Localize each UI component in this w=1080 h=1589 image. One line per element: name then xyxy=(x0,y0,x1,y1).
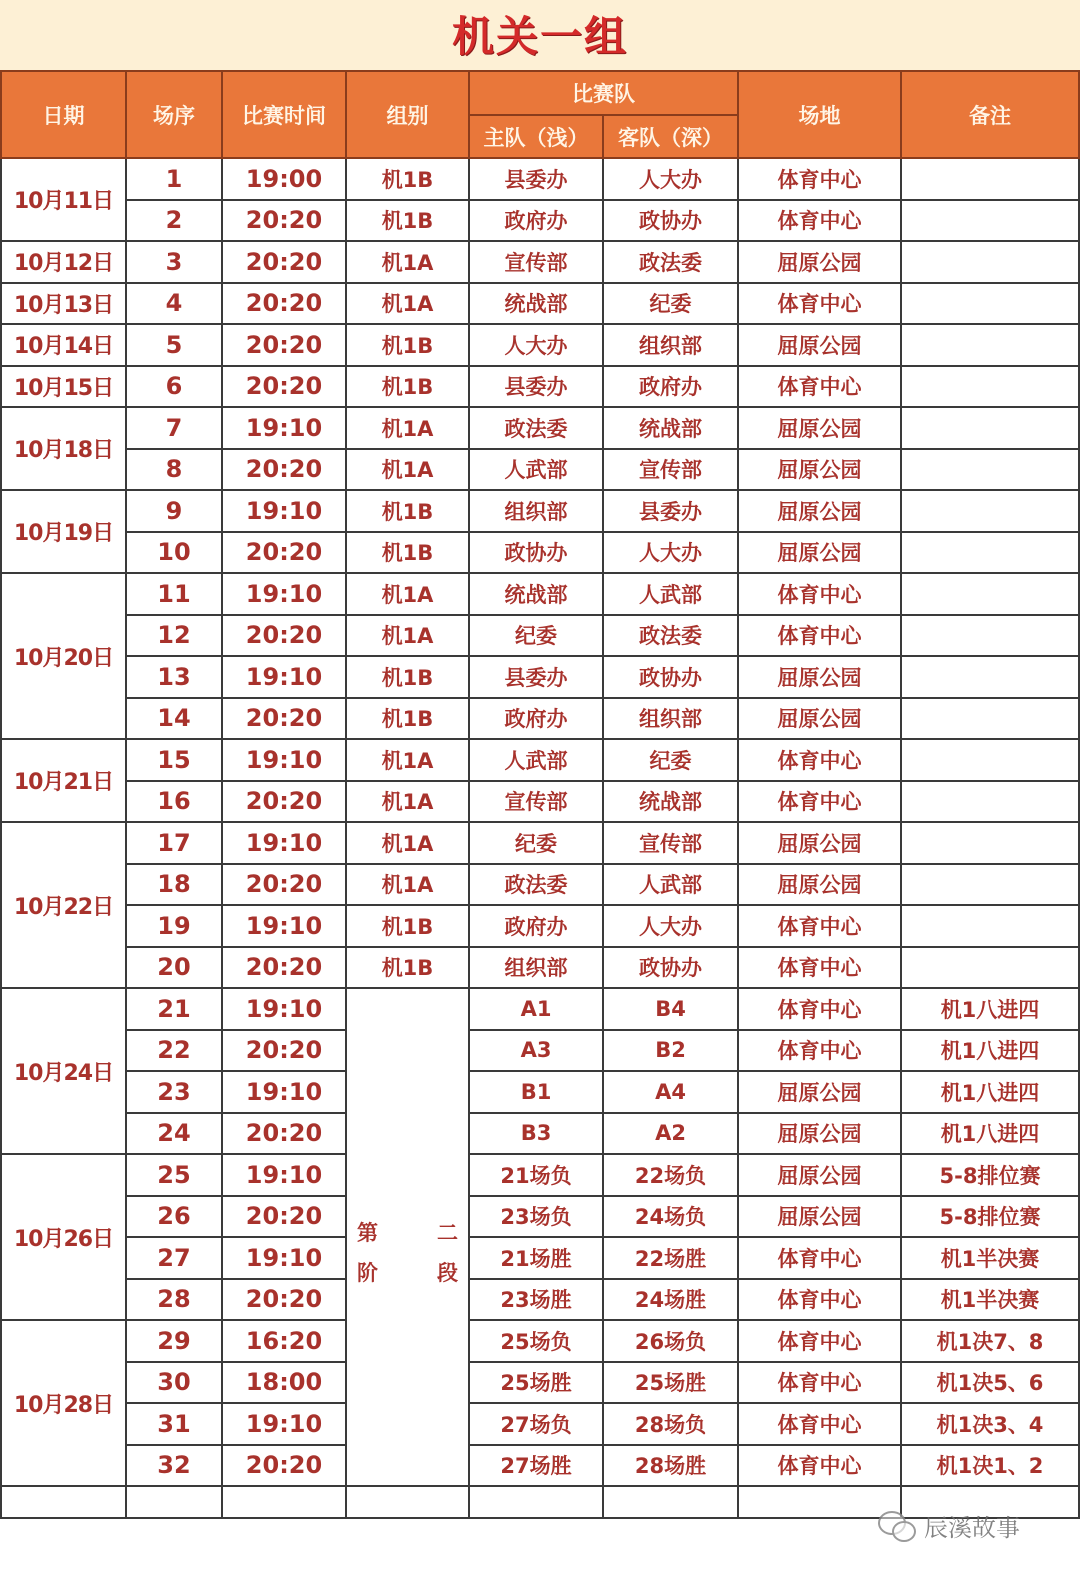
seq-cell: 31 xyxy=(126,1403,222,1445)
date-cell: 10月28日 xyxy=(1,1320,126,1486)
venue-cell: 体育中心 xyxy=(738,1279,901,1321)
home-cell: 县委办 xyxy=(469,656,603,698)
time-cell: 20:20 xyxy=(222,1279,346,1321)
seq-cell: 4 xyxy=(126,283,222,325)
venue-cell: 屈原公园 xyxy=(738,241,901,283)
time-cell: 20:20 xyxy=(222,200,346,242)
away-cell: A2 xyxy=(603,1113,738,1155)
table-row xyxy=(1,449,1079,491)
time-cell: 16:20 xyxy=(222,1320,346,1362)
group-cell: 机1A xyxy=(346,241,469,283)
seq-cell: 10 xyxy=(126,532,222,574)
header-home: 主队（浅） xyxy=(469,115,603,158)
table-row xyxy=(1,1071,1079,1113)
note-cell xyxy=(901,200,1079,242)
seq-cell: 23 xyxy=(126,1071,222,1113)
venue-cell: 体育中心 xyxy=(738,739,901,781)
time-cell: 19:10 xyxy=(222,656,346,698)
seq-cell: 19 xyxy=(126,905,222,947)
time-cell: 19:10 xyxy=(222,407,346,449)
note-cell xyxy=(901,449,1079,491)
time-cell: 19:00 xyxy=(222,158,346,200)
venue-cell: 体育中心 xyxy=(738,200,901,242)
date-cell: 10月15日 xyxy=(1,366,126,408)
away-cell: 25场胜 xyxy=(603,1362,738,1404)
note-cell xyxy=(901,864,1079,906)
home-cell: 组织部 xyxy=(469,490,603,532)
venue-cell: 体育中心 xyxy=(738,1030,901,1072)
away-cell: 政府办 xyxy=(603,366,738,408)
home-cell: 23场负 xyxy=(469,1196,603,1238)
home-cell: 组织部 xyxy=(469,947,603,989)
note-cell: 机1决5、6 xyxy=(901,1362,1079,1404)
table-row xyxy=(1,739,1079,781)
group-cell: 机1A xyxy=(346,864,469,906)
group-cell: 机1B xyxy=(346,905,469,947)
group-cell: 机1B xyxy=(346,947,469,989)
seq-cell: 26 xyxy=(126,1196,222,1238)
header-row xyxy=(1,71,1079,115)
note-cell: 机1决7、8 xyxy=(901,1320,1079,1362)
header-group: 组别 xyxy=(346,71,469,158)
table-row xyxy=(1,200,1079,242)
venue-cell: 体育中心 xyxy=(738,158,901,200)
home-cell: 人大办 xyxy=(469,324,603,366)
venue-cell: 体育中心 xyxy=(738,573,901,615)
table-row xyxy=(1,1445,1079,1487)
seq-cell: 32 xyxy=(126,1445,222,1487)
table-row xyxy=(1,1362,1079,1404)
group-cell: 机1B xyxy=(346,532,469,574)
venue-cell: 屈原公园 xyxy=(738,1071,901,1113)
away-cell: 政协办 xyxy=(603,200,738,242)
stage-label xyxy=(357,1217,458,1287)
time-cell: 20:20 xyxy=(222,283,346,325)
home-cell: 人武部 xyxy=(469,449,603,491)
time-cell: 20:20 xyxy=(222,532,346,574)
away-cell: 宣传部 xyxy=(603,449,738,491)
away-cell: 人大办 xyxy=(603,158,738,200)
date-cell: 10月20日 xyxy=(1,573,126,739)
venue-cell: 体育中心 xyxy=(738,988,901,1030)
time-cell: 19:10 xyxy=(222,988,346,1030)
venue-cell: 屈原公园 xyxy=(738,532,901,574)
seq-cell: 30 xyxy=(126,1362,222,1404)
venue-cell: 体育中心 xyxy=(738,1320,901,1362)
time-cell: 19:10 xyxy=(222,822,346,864)
group-cell: 机1B xyxy=(346,366,469,408)
time-cell: 19:10 xyxy=(222,739,346,781)
empty-cell xyxy=(126,1486,222,1518)
away-cell: 22场胜 xyxy=(603,1237,738,1279)
venue-cell: 屈原公园 xyxy=(738,656,901,698)
note-cell xyxy=(901,324,1079,366)
away-cell: 统战部 xyxy=(603,407,738,449)
time-cell: 19:10 xyxy=(222,1154,346,1196)
group-cell: 机1A xyxy=(346,822,469,864)
venue-cell: 体育中心 xyxy=(738,283,901,325)
away-cell: 人大办 xyxy=(603,905,738,947)
away-cell: 政协办 xyxy=(603,656,738,698)
watermark-text: 辰溪故事 xyxy=(924,1514,1020,1542)
home-cell: 纪委 xyxy=(469,615,603,657)
away-cell: A4 xyxy=(603,1071,738,1113)
home-cell: 县委办 xyxy=(469,158,603,200)
group-cell: 机1A xyxy=(346,407,469,449)
group-cell: 机1B xyxy=(346,490,469,532)
note-cell: 机1八进四 xyxy=(901,1113,1079,1155)
table-row xyxy=(1,615,1079,657)
home-cell: 县委办 xyxy=(469,366,603,408)
venue-cell: 体育中心 xyxy=(738,947,901,989)
seq-cell: 22 xyxy=(126,1030,222,1072)
venue-cell: 屈原公园 xyxy=(738,1113,901,1155)
home-cell: 21场负 xyxy=(469,1154,603,1196)
seq-cell: 28 xyxy=(126,1279,222,1321)
group-cell: 机1B xyxy=(346,698,469,740)
away-cell: 纪委 xyxy=(603,739,738,781)
home-cell: 政府办 xyxy=(469,698,603,740)
home-cell: 27场胜 xyxy=(469,1445,603,1487)
note-cell xyxy=(901,366,1079,408)
seq-cell: 29 xyxy=(126,1320,222,1362)
venue-cell: 屈原公园 xyxy=(738,324,901,366)
venue-cell: 屈原公园 xyxy=(738,822,901,864)
time-cell: 20:20 xyxy=(222,698,346,740)
away-cell: 人武部 xyxy=(603,864,738,906)
time-cell: 18:00 xyxy=(222,1362,346,1404)
group-cell: 机1A xyxy=(346,739,469,781)
away-cell: 24场负 xyxy=(603,1196,738,1238)
date-cell: 10月11日 xyxy=(1,158,126,241)
table-row xyxy=(1,1030,1079,1072)
away-cell: 24场胜 xyxy=(603,1279,738,1321)
away-cell: 28场胜 xyxy=(603,1445,738,1487)
table-row xyxy=(1,1113,1079,1155)
table-row xyxy=(1,781,1079,823)
venue-cell: 屈原公园 xyxy=(738,1154,901,1196)
seq-cell: 2 xyxy=(126,200,222,242)
seq-cell: 18 xyxy=(126,864,222,906)
stage-char: 阶 xyxy=(357,1261,378,1285)
away-cell: 组织部 xyxy=(603,698,738,740)
home-cell: 统战部 xyxy=(469,573,603,615)
table-row xyxy=(1,241,1079,283)
venue-cell: 体育中心 xyxy=(738,905,901,947)
table-row xyxy=(1,532,1079,574)
time-cell: 19:10 xyxy=(222,490,346,532)
seq-cell: 24 xyxy=(126,1113,222,1155)
empty-cell xyxy=(603,1486,738,1518)
time-cell: 20:20 xyxy=(222,449,346,491)
header-time: 比赛时间 xyxy=(222,71,346,158)
home-cell: 政法委 xyxy=(469,864,603,906)
note-cell xyxy=(901,241,1079,283)
away-cell: 纪委 xyxy=(603,283,738,325)
seq-cell: 16 xyxy=(126,781,222,823)
away-cell: 组织部 xyxy=(603,324,738,366)
away-cell: 人武部 xyxy=(603,573,738,615)
away-cell: 政法委 xyxy=(603,615,738,657)
note-cell xyxy=(901,573,1079,615)
table-row xyxy=(1,573,1079,615)
date-cell: 10月18日 xyxy=(1,407,126,490)
header-note: 备注 xyxy=(901,71,1079,158)
table-row xyxy=(1,1154,1079,1196)
venue-cell: 体育中心 xyxy=(738,1362,901,1404)
away-cell: 政法委 xyxy=(603,241,738,283)
table-row xyxy=(1,988,1079,1030)
empty-cell xyxy=(1,1486,126,1518)
note-cell xyxy=(901,739,1079,781)
note-cell xyxy=(901,615,1079,657)
group-cell: 机1A xyxy=(346,449,469,491)
seq-cell: 12 xyxy=(126,615,222,657)
group-cell: 机1B xyxy=(346,200,469,242)
empty-cell xyxy=(901,1486,1079,1518)
header-date: 日期 xyxy=(1,71,126,158)
table-row xyxy=(1,1237,1079,1279)
note-cell: 机1决1、2 xyxy=(901,1445,1079,1487)
home-cell: 政府办 xyxy=(469,905,603,947)
away-cell: 宣传部 xyxy=(603,822,738,864)
table-row xyxy=(1,407,1079,449)
group-cell: 机1A xyxy=(346,615,469,657)
table-row xyxy=(1,864,1079,906)
date-cell: 10月26日 xyxy=(1,1154,126,1320)
time-cell: 19:10 xyxy=(222,1237,346,1279)
note-cell xyxy=(901,698,1079,740)
date-cell: 10月22日 xyxy=(1,822,126,988)
seq-cell: 3 xyxy=(126,241,222,283)
seq-cell: 1 xyxy=(126,158,222,200)
note-cell xyxy=(901,158,1079,200)
home-cell: 23场胜 xyxy=(469,1279,603,1321)
time-cell: 20:20 xyxy=(222,1113,346,1155)
away-cell: B2 xyxy=(603,1030,738,1072)
table-row xyxy=(1,656,1079,698)
venue-cell: 屈原公园 xyxy=(738,864,901,906)
seq-cell: 8 xyxy=(126,449,222,491)
stage-char: 第 xyxy=(357,1221,378,1245)
note-cell: 机1八进四 xyxy=(901,1030,1079,1072)
seq-cell: 14 xyxy=(126,698,222,740)
time-cell: 20:20 xyxy=(222,615,346,657)
venue-cell: 体育中心 xyxy=(738,781,901,823)
time-cell: 20:20 xyxy=(222,781,346,823)
home-cell: 统战部 xyxy=(469,283,603,325)
date-cell: 10月12日 xyxy=(1,241,126,283)
note-cell xyxy=(901,407,1079,449)
empty-cell xyxy=(738,1486,901,1518)
title-bar xyxy=(0,0,1080,68)
group-cell: 机1B xyxy=(346,324,469,366)
away-cell: 统战部 xyxy=(603,781,738,823)
venue-cell: 屈原公园 xyxy=(738,1196,901,1238)
home-cell: A1 xyxy=(469,988,603,1030)
note-cell: 5-8排位赛 xyxy=(901,1154,1079,1196)
away-cell: 28场负 xyxy=(603,1403,738,1445)
time-cell: 20:20 xyxy=(222,1030,346,1072)
empty-cell xyxy=(346,1486,469,1518)
seq-cell: 11 xyxy=(126,573,222,615)
home-cell: 政协办 xyxy=(469,532,603,574)
date-cell: 10月13日 xyxy=(1,283,126,325)
home-cell: 纪委 xyxy=(469,822,603,864)
date-cell: 10月21日 xyxy=(1,739,126,822)
time-cell: 19:10 xyxy=(222,1403,346,1445)
schedule-table xyxy=(0,70,1080,1519)
time-cell: 19:10 xyxy=(222,573,346,615)
note-cell xyxy=(901,822,1079,864)
venue-cell: 屈原公园 xyxy=(738,698,901,740)
venue-cell: 体育中心 xyxy=(738,1237,901,1279)
note-cell xyxy=(901,781,1079,823)
venue-cell: 屈原公园 xyxy=(738,407,901,449)
away-cell: B4 xyxy=(603,988,738,1030)
header-teams: 比赛队 xyxy=(469,71,738,115)
away-cell: 人大办 xyxy=(603,532,738,574)
away-cell: 政协办 xyxy=(603,947,738,989)
table-row-empty xyxy=(1,1486,1079,1518)
note-cell: 机1半决赛 xyxy=(901,1237,1079,1279)
home-cell: B3 xyxy=(469,1113,603,1155)
time-cell: 19:10 xyxy=(222,905,346,947)
away-cell: 县委办 xyxy=(603,490,738,532)
home-cell: 25场胜 xyxy=(469,1362,603,1404)
note-cell: 5-8排位赛 xyxy=(901,1196,1079,1238)
venue-cell: 屈原公园 xyxy=(738,490,901,532)
group-cell: 机1B xyxy=(346,656,469,698)
home-cell: 政法委 xyxy=(469,407,603,449)
table-row xyxy=(1,822,1079,864)
time-cell: 19:10 xyxy=(222,1071,346,1113)
time-cell: 20:20 xyxy=(222,241,346,283)
date-cell: 10月24日 xyxy=(1,988,126,1154)
note-cell xyxy=(901,532,1079,574)
seq-cell: 27 xyxy=(126,1237,222,1279)
home-cell: 人武部 xyxy=(469,739,603,781)
home-cell: 27场负 xyxy=(469,1403,603,1445)
note-cell: 机1半决赛 xyxy=(901,1279,1079,1321)
group-cell: 机1A xyxy=(346,781,469,823)
away-cell: 22场负 xyxy=(603,1154,738,1196)
seq-cell: 20 xyxy=(126,947,222,989)
seq-cell: 9 xyxy=(126,490,222,532)
seq-cell: 7 xyxy=(126,407,222,449)
seq-cell: 25 xyxy=(126,1154,222,1196)
date-cell: 10月14日 xyxy=(1,324,126,366)
note-cell: 机1决3、4 xyxy=(901,1403,1079,1445)
home-cell: 政府办 xyxy=(469,200,603,242)
venue-cell: 体育中心 xyxy=(738,366,901,408)
empty-cell xyxy=(469,1486,603,1518)
venue-cell: 体育中心 xyxy=(738,1445,901,1487)
time-cell: 20:20 xyxy=(222,366,346,408)
home-cell: 宣传部 xyxy=(469,241,603,283)
stage-char: 段 xyxy=(437,1261,458,1285)
time-cell: 20:20 xyxy=(222,324,346,366)
table-row xyxy=(1,1279,1079,1321)
header-away: 客队（深） xyxy=(603,115,738,158)
seq-cell: 21 xyxy=(126,988,222,1030)
table-row xyxy=(1,1320,1079,1362)
home-cell: 25场负 xyxy=(469,1320,603,1362)
seq-cell: 5 xyxy=(126,324,222,366)
home-cell: B1 xyxy=(469,1071,603,1113)
venue-cell: 体育中心 xyxy=(738,615,901,657)
group-cell: 机1A xyxy=(346,283,469,325)
seq-cell: 6 xyxy=(126,366,222,408)
note-cell: 机1八进四 xyxy=(901,1071,1079,1113)
date-cell: 10月19日 xyxy=(1,490,126,573)
venue-cell: 屈原公园 xyxy=(738,449,901,491)
note-cell xyxy=(901,490,1079,532)
header-seq: 场序 xyxy=(126,71,222,158)
table-row xyxy=(1,366,1079,408)
away-cell: 26场负 xyxy=(603,1320,738,1362)
empty-cell xyxy=(222,1486,346,1518)
table-row xyxy=(1,158,1079,200)
note-cell xyxy=(901,905,1079,947)
seq-cell: 17 xyxy=(126,822,222,864)
stage-char: 二 xyxy=(437,1221,458,1245)
seq-cell: 15 xyxy=(126,739,222,781)
venue-cell: 体育中心 xyxy=(738,1403,901,1445)
table-row xyxy=(1,1403,1079,1445)
note-cell xyxy=(901,656,1079,698)
group-cell: 机1B xyxy=(346,158,469,200)
table-row xyxy=(1,490,1079,532)
table-row xyxy=(1,947,1079,989)
note-cell xyxy=(901,283,1079,325)
time-cell: 20:20 xyxy=(222,947,346,989)
time-cell: 20:20 xyxy=(222,1196,346,1238)
seq-cell: 13 xyxy=(126,656,222,698)
page-title: 机关一组 xyxy=(451,12,628,61)
table-row xyxy=(1,324,1079,366)
note-cell: 机1八进四 xyxy=(901,988,1079,1030)
header-venue: 场地 xyxy=(738,71,901,158)
time-cell: 20:20 xyxy=(222,864,346,906)
table-row xyxy=(1,905,1079,947)
time-cell: 20:20 xyxy=(222,1445,346,1487)
note-cell xyxy=(901,947,1079,989)
home-cell: A3 xyxy=(469,1030,603,1072)
home-cell: 宣传部 xyxy=(469,781,603,823)
group-cell: 机1A xyxy=(346,573,469,615)
table-row xyxy=(1,698,1079,740)
stage-group-cell xyxy=(346,988,469,1486)
table-row xyxy=(1,1196,1079,1238)
home-cell: 21场胜 xyxy=(469,1237,603,1279)
table-row xyxy=(1,283,1079,325)
